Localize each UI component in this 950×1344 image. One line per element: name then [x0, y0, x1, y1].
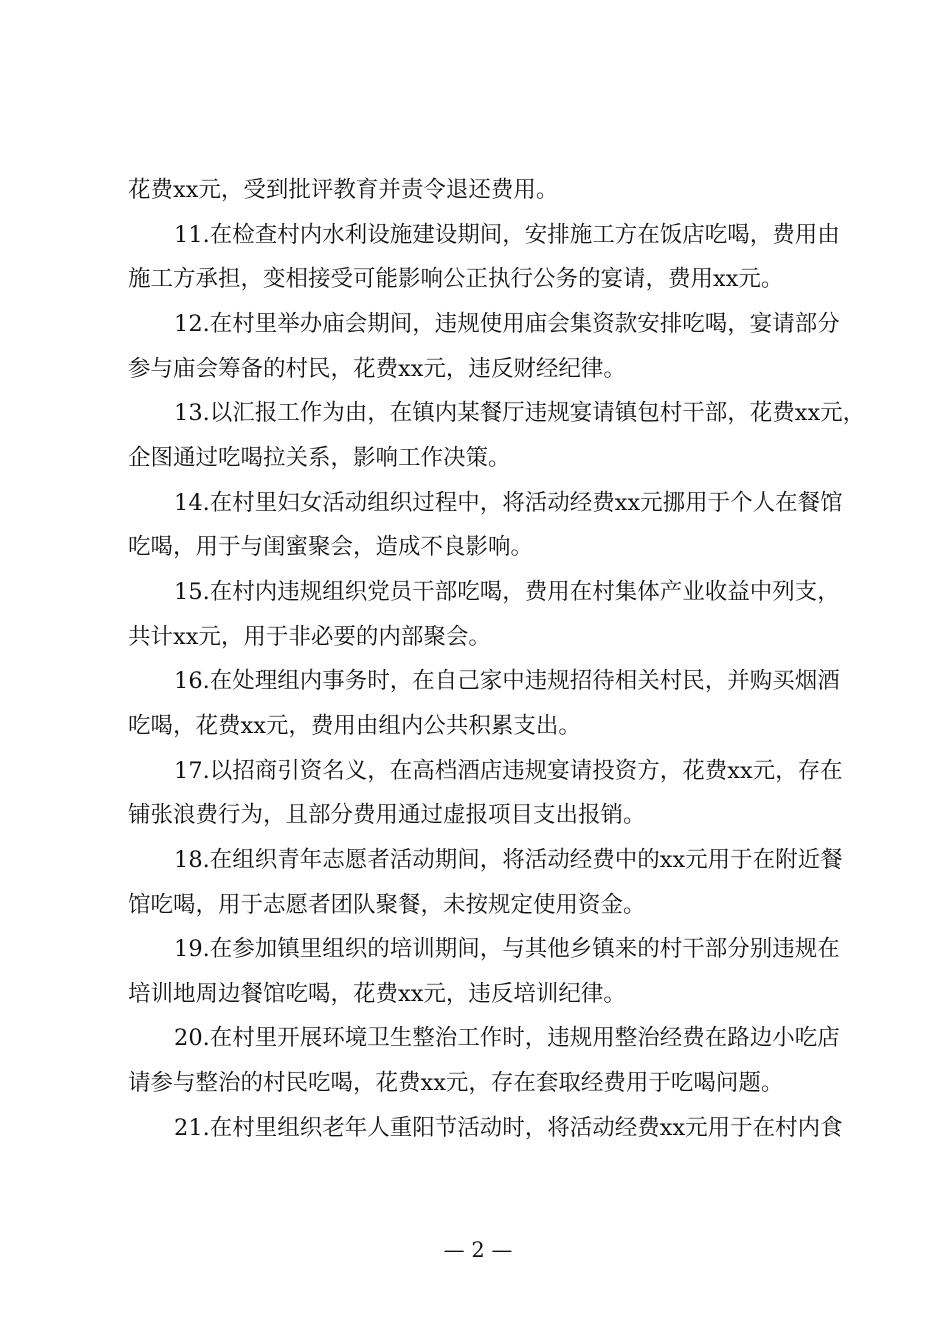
text-line: 参与庙会筹备的村民，花费xx元，违反财经纪律。 — [128, 355, 626, 382]
paragraph — [128, 1016, 840, 1105]
text-line: 企图通过吃喝拉关系，影响工作决策。 — [128, 444, 511, 471]
text-line: 花费xx元，受到批评教育并责令退还费用。 — [128, 177, 559, 203]
text-line: 11.在检查村内水利设施建设期间，安排施工方在饭店吃喝，费用由 — [174, 221, 840, 248]
text-line: 请参与整治的村民吃喝，花费xx元，存在套取经费用于吃喝问题。 — [128, 1070, 784, 1097]
text-line: 培训地周边餐馆吃喝，花费xx元，违反培训纪律。 — [128, 980, 626, 1007]
text-line: 12.在村里举办庙会期间，违规使用庙会集资款安排吃喝，宴请部分 — [174, 310, 840, 337]
paragraph — [128, 749, 843, 838]
text-line: 17.以招商引资名义，在高档酒店违规宴请投资方，花费xx元，存在 — [174, 757, 843, 784]
paragraph — [128, 302, 840, 391]
text-line: 施工方承担，变相接受可能影响公正执行公务的宴请，费用xx元。 — [128, 266, 784, 293]
text-line: 13.以汇报工作为由，在镇内某餐厅违规宴请镇包村干部，花费xx元， — [174, 400, 866, 427]
text-line: 馆吃喝，用于志愿者团队聚餐，未按规定使用资金。 — [128, 891, 646, 918]
paragraph — [128, 391, 866, 480]
text-line: 18.在组织青年志愿者活动期间，将活动经费中的xx元用于在附近餐 — [174, 846, 843, 873]
text-line: 15.在村内违规组织党员干部吃喝，费用在村集体产业收益中列支， — [174, 578, 840, 605]
document-body — [128, 168, 866, 1150]
text-line: 19.在参加镇里组织的培训期间，与其他乡镇来的村干部分别违规在 — [174, 936, 840, 963]
paragraph — [128, 168, 834, 213]
text-line: 14.在村里妇女活动组织过程中，将活动经费xx元挪用于个人在餐馆 — [174, 489, 843, 516]
paragraph — [128, 838, 843, 927]
page-number: — 2 — — [443, 1238, 513, 1262]
text-line: 吃喝，用于与闺蜜聚会，造成不良影响。 — [128, 534, 534, 561]
paragraph — [128, 927, 840, 1016]
paragraph — [128, 1106, 843, 1151]
text-line: 16.在处理组内事务时，在自己家中违规招待相关村民，并购买烟酒 — [174, 668, 840, 695]
text-line: 21.在村里组织老年人重阳节活动时，将活动经费xx元用于在村内食 — [174, 1114, 843, 1141]
paragraph — [128, 659, 840, 748]
paragraph — [128, 570, 840, 659]
text-line: 共计xx元，用于非必要的内部聚会。 — [128, 623, 491, 650]
paragraph — [128, 213, 840, 302]
text-line: 吃喝，花费xx元，费用由组内公共积累支出。 — [128, 712, 581, 739]
text-line: 20.在村里开展环境卫生整治工作时，违规用整治经费在路边小吃店 — [174, 1025, 840, 1052]
text-line: 铺张浪费行为，且部分费用通过虚报项目支出报销。 — [128, 802, 646, 829]
paragraph — [128, 481, 843, 570]
